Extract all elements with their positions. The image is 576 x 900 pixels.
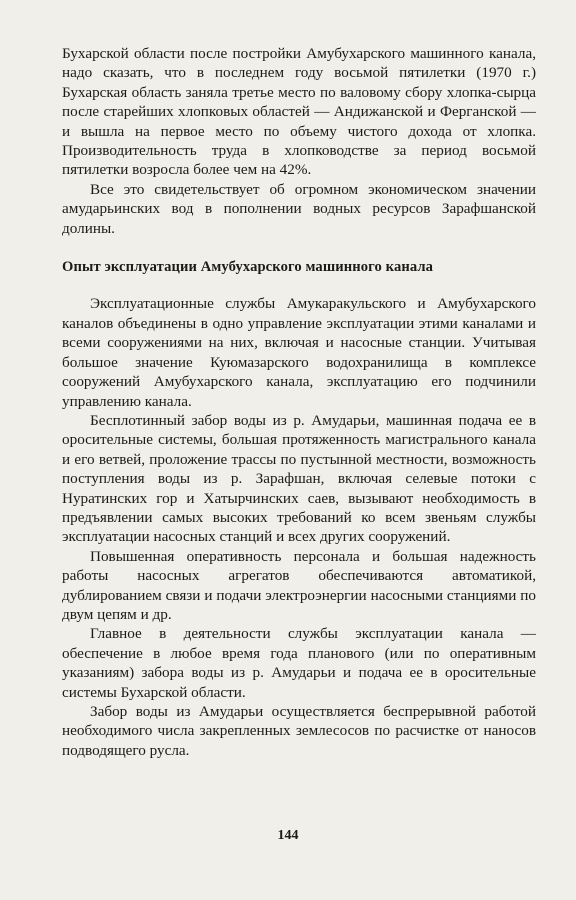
paragraph-dredging: Забор воды из Амударьи осуществляется беспрерывной работой необходимого числа закрепленных землесосов по расчистке от наносов подводящего русла.	[62, 703, 536, 759]
paragraph-intake: Бесплотинный забор воды из р. Амударьи, машинная подача ее в оросительные системы, большая протяженность магистрального канала и его ветвей, проложение трассы по пустынной местности, возможность поступления воды из р. Зарафшан, включая селевые потоки с Нуратинских гор и Хатырчинских саев, вызывают необходимость в предъявлении самых высоких требований ко всем звеньям службы эксплуатации насосных станций и всех других сооружений.	[62, 411, 536, 546]
paragraph-conclusion: Все это свидетельствует об огромном экономическом значении амударьинских вод в пополнении водных ресурсов Зарафшанской долины.	[62, 180, 536, 237]
paragraph-services: Эксплуатационные службы Амукаракульского и Амубухарского каналов объединены в одно управление эксплуатации этими каналами и всеми сооружениями на них, включая и насосные станции. Учитывая большое значение Куюмазарского водохранилища в комплексе сооружений Амубухарского канала, эксплуатацию его подчинили управлению канала.	[62, 295, 536, 410]
page-body	[62, 44, 536, 760]
paragraph-main-task: Главное в деятельности службы эксплуатации канала — обеспечение в любое время года планового (или по оперативным указаниям) забора воды из р. Амударьи и подача ее в оросительные системы Бухарской области.	[62, 625, 536, 701]
page-number: 144	[277, 828, 299, 843]
paragraph-reliability: Повышенная оперативность персонала и большая надежность работы насосных агрегатов обеспечиваются автоматикой, дублированием связи и подачи электроэнергии насосными станциями по двум цепям и др.	[62, 547, 536, 623]
paragraph-continued: Бухарской области после постройки Амубухарского машинного канала, надо сказать, что в последнем году восьмой пятилетки (1970 г.) Бухарская область заняла третье место по валовому сбору хлопка-сырца после старейших хлопковых областей — Андижанской и Ферганской — и вышла на первое место по объему чистого дохода от хлопка. Производительность труда в хлопководстве за период восьмой пятилетки возросла более чем на 42%.	[62, 45, 536, 179]
section-heading: Опыт эксплуатации Амубухарского машинного канала	[62, 259, 434, 276]
